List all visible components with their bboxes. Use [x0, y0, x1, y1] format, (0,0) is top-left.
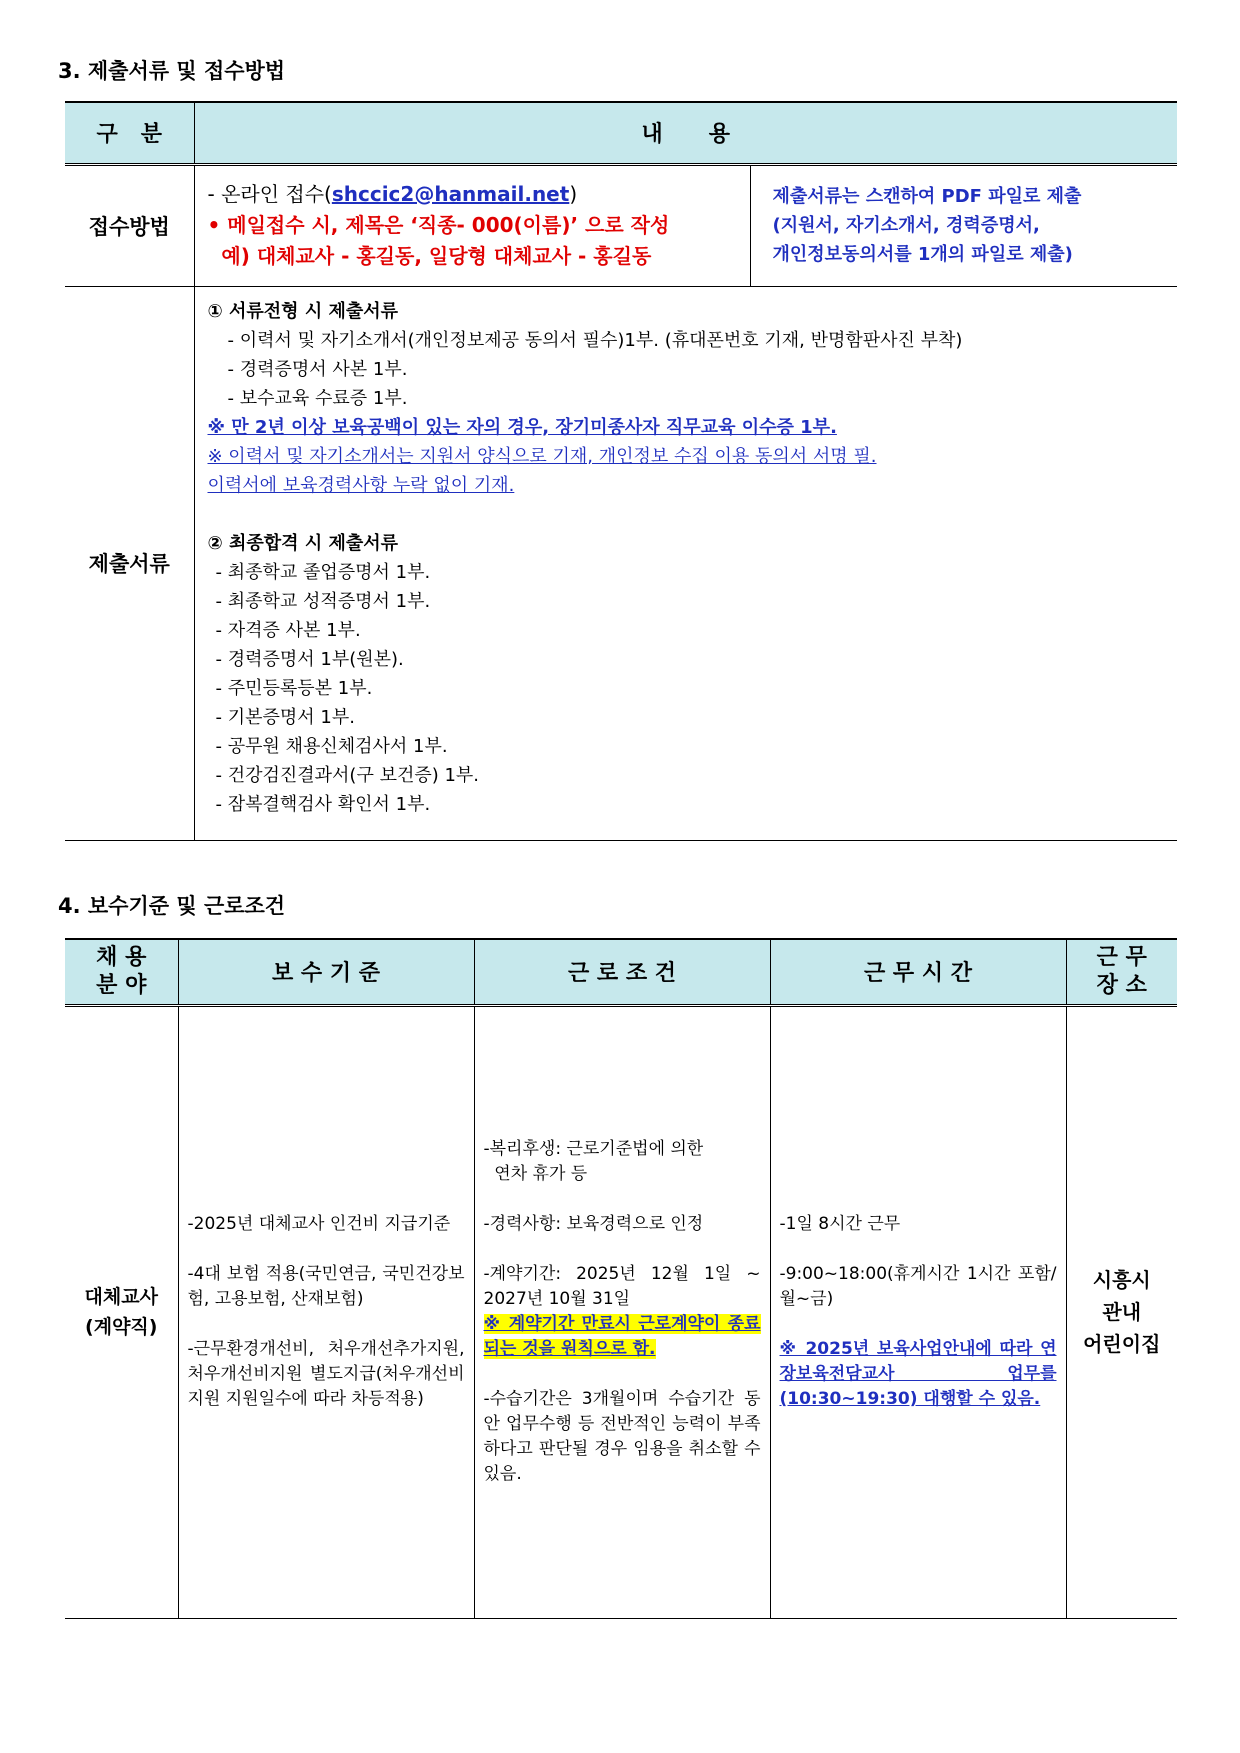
notice-long-gap: ※ 만 2년 이상 보육공백이 있는 자의 경우, 장기미종사자 직무교육 이수증 1부. [207, 416, 837, 438]
second-stage-item: - 자격증 사본 1부. [215, 619, 361, 641]
conditions-cell [474, 1005, 770, 1618]
first-stage-item: - 보수교육 수료증 1부. [227, 387, 408, 409]
pay-item: -2025년 대체교사 인건비 지급기준 [187, 1214, 451, 1234]
notice-career: 이력서에 보육경력사항 누락 없이 기재. [207, 474, 515, 496]
second-stage-item: - 기본증명서 1부. [215, 706, 355, 728]
notice-form: ※ 이력서 및 자기소개서는 지원서 양식으로 기재, 개인정보 수집 이용 동의서 서명 필. [207, 445, 877, 467]
conditions-table [65, 938, 1177, 1619]
online-line [208, 179, 740, 210]
pay-item: -4대 보험 적용(국민연금, 국민건강보험, 고용보험, 산재보험) [187, 1264, 465, 1309]
place-line2: 관내 [1102, 1300, 1142, 1324]
welfare [484, 1137, 761, 1187]
first-stage-item: - 경력증명서 사본 1부. [227, 358, 408, 380]
hours-schedule: -9:00~18:00(휴게시간 1시간 포함/월~금) [779, 1264, 1057, 1309]
place-cell [1066, 1005, 1177, 1618]
pay-item: -근무환경개선비, 처우개선추가지원, 처우개선비지원 별도지급(처우개선비지원 지원일수에 따라 차등적용) [187, 1339, 465, 1409]
second-stage-item: - 경력증명서 1부(원본). [215, 648, 404, 670]
method-content [194, 164, 750, 286]
place-line1: 시흥시 [1092, 1268, 1151, 1292]
docs-label: 제출서류 [65, 286, 194, 840]
second-stage-item: - 최종학교 졸업증명서 1부. [215, 561, 431, 583]
header-field [65, 939, 178, 1005]
header-conditions: 근 로 조 건 [474, 939, 770, 1005]
method-label: 접수방법 [65, 164, 194, 286]
method-row [65, 164, 1177, 286]
header-place-line1: 근 무 [1096, 944, 1147, 970]
hours-daily: -1일 8시간 근무 [779, 1214, 901, 1234]
submission-table-header [65, 102, 1177, 164]
email-link[interactable]: shccic2@hanmail.net [331, 182, 570, 206]
docs-row [65, 286, 1177, 840]
header-category: 구 분 [65, 102, 194, 164]
contract-text: -계약기간: 2025년 12월 1일 ~ 2027년 10월 31일 [483, 1264, 761, 1309]
probation: -수습기간은 3개월이며 수습기간 동안 업무수행 등 전반적인 능력이 부족하다고 판단될 경우 임용을 취소할 수 있음. [483, 1389, 761, 1484]
docs-content [194, 286, 1177, 840]
second-stage-item: - 최종학교 성적증명서 1부. [215, 590, 431, 612]
contract-note: ※ 계약기간 만료시 근로계약이 종료되는 것을 원칙으로 함. [483, 1314, 761, 1359]
header-place [1066, 939, 1177, 1005]
method-note-1: 제출서류는 스캔하여 PDF 파일로 제출 [772, 186, 1082, 207]
second-stage-item: - 건강검진결과서(구 보건증) 1부. [215, 764, 480, 786]
method-note [750, 164, 1177, 286]
online-suffix: ) [569, 182, 578, 206]
submission-table [65, 101, 1177, 841]
online-prefix: - 온라인 접수( [207, 182, 332, 206]
hours-note: ※ 2025년 보육사업안내에 따라 연장보육전담교사 업무를 (10:30~19:30) 대행할 수 있음. [779, 1339, 1057, 1409]
hours-cell [770, 1005, 1066, 1618]
email-subject-rule: • 메일접수 시, 제목은 ‘직종- 000(이름)’ 으로 작성 [207, 213, 670, 237]
header-hours: 근 무 시 간 [770, 939, 1066, 1005]
career: -경력사항: 보육경력으로 인정 [483, 1214, 704, 1234]
welfare-line1: -복리후생: 근로기준법에 의한 [483, 1139, 704, 1159]
field-name: 대체교사 [84, 1286, 158, 1308]
header-pay: 보 수 기 준 [178, 939, 474, 1005]
method-note-2: (지원서, 자기소개서, 경력증명서, [772, 215, 1040, 236]
conditions-row [65, 1005, 1177, 1618]
pay-cell [178, 1005, 474, 1618]
first-stage-title: ① 서류전형 시 제출서류 [207, 300, 399, 322]
second-stage-item: - 공무원 채용신체검사서 1부. [215, 735, 448, 757]
contract-period [484, 1262, 761, 1362]
place-line3: 어린이집 [1083, 1332, 1161, 1356]
header-field-line1: 채 용 [96, 944, 147, 970]
field-type: (계약직) [85, 1316, 158, 1338]
section4-title: 4. 보수기준 및 근로조건 [58, 894, 286, 918]
section3-title: 3. 제출서류 및 접수방법 [58, 59, 286, 83]
conditions-table-header [65, 939, 1177, 1005]
method-note-3: 개인정보동의서를 1개의 파일로 제출) [772, 244, 1073, 265]
header-place-line2: 장 소 [1096, 972, 1147, 998]
header-content: 내 용 [194, 102, 1177, 164]
first-stage-item: - 이력서 및 자기소개서(개인정보제공 동의서 필수)1부. (휴대폰번호 기재, 반명함판사진 부착) [227, 329, 963, 351]
second-stage-item: - 주민등록등본 1부. [215, 677, 373, 699]
welfare-line2: 연차 휴가 등 [483, 1164, 588, 1184]
second-stage-item: - 잠복결핵검사 확인서 1부. [215, 793, 431, 815]
field-cell [65, 1005, 178, 1618]
email-subject-example: 예) 대체교사 - 홍길동, 일당형 대체교사 - 홍길동 [207, 244, 652, 268]
header-field-line2: 분 야 [96, 972, 147, 998]
second-stage-title: ② 최종합격 시 제출서류 [207, 532, 399, 554]
